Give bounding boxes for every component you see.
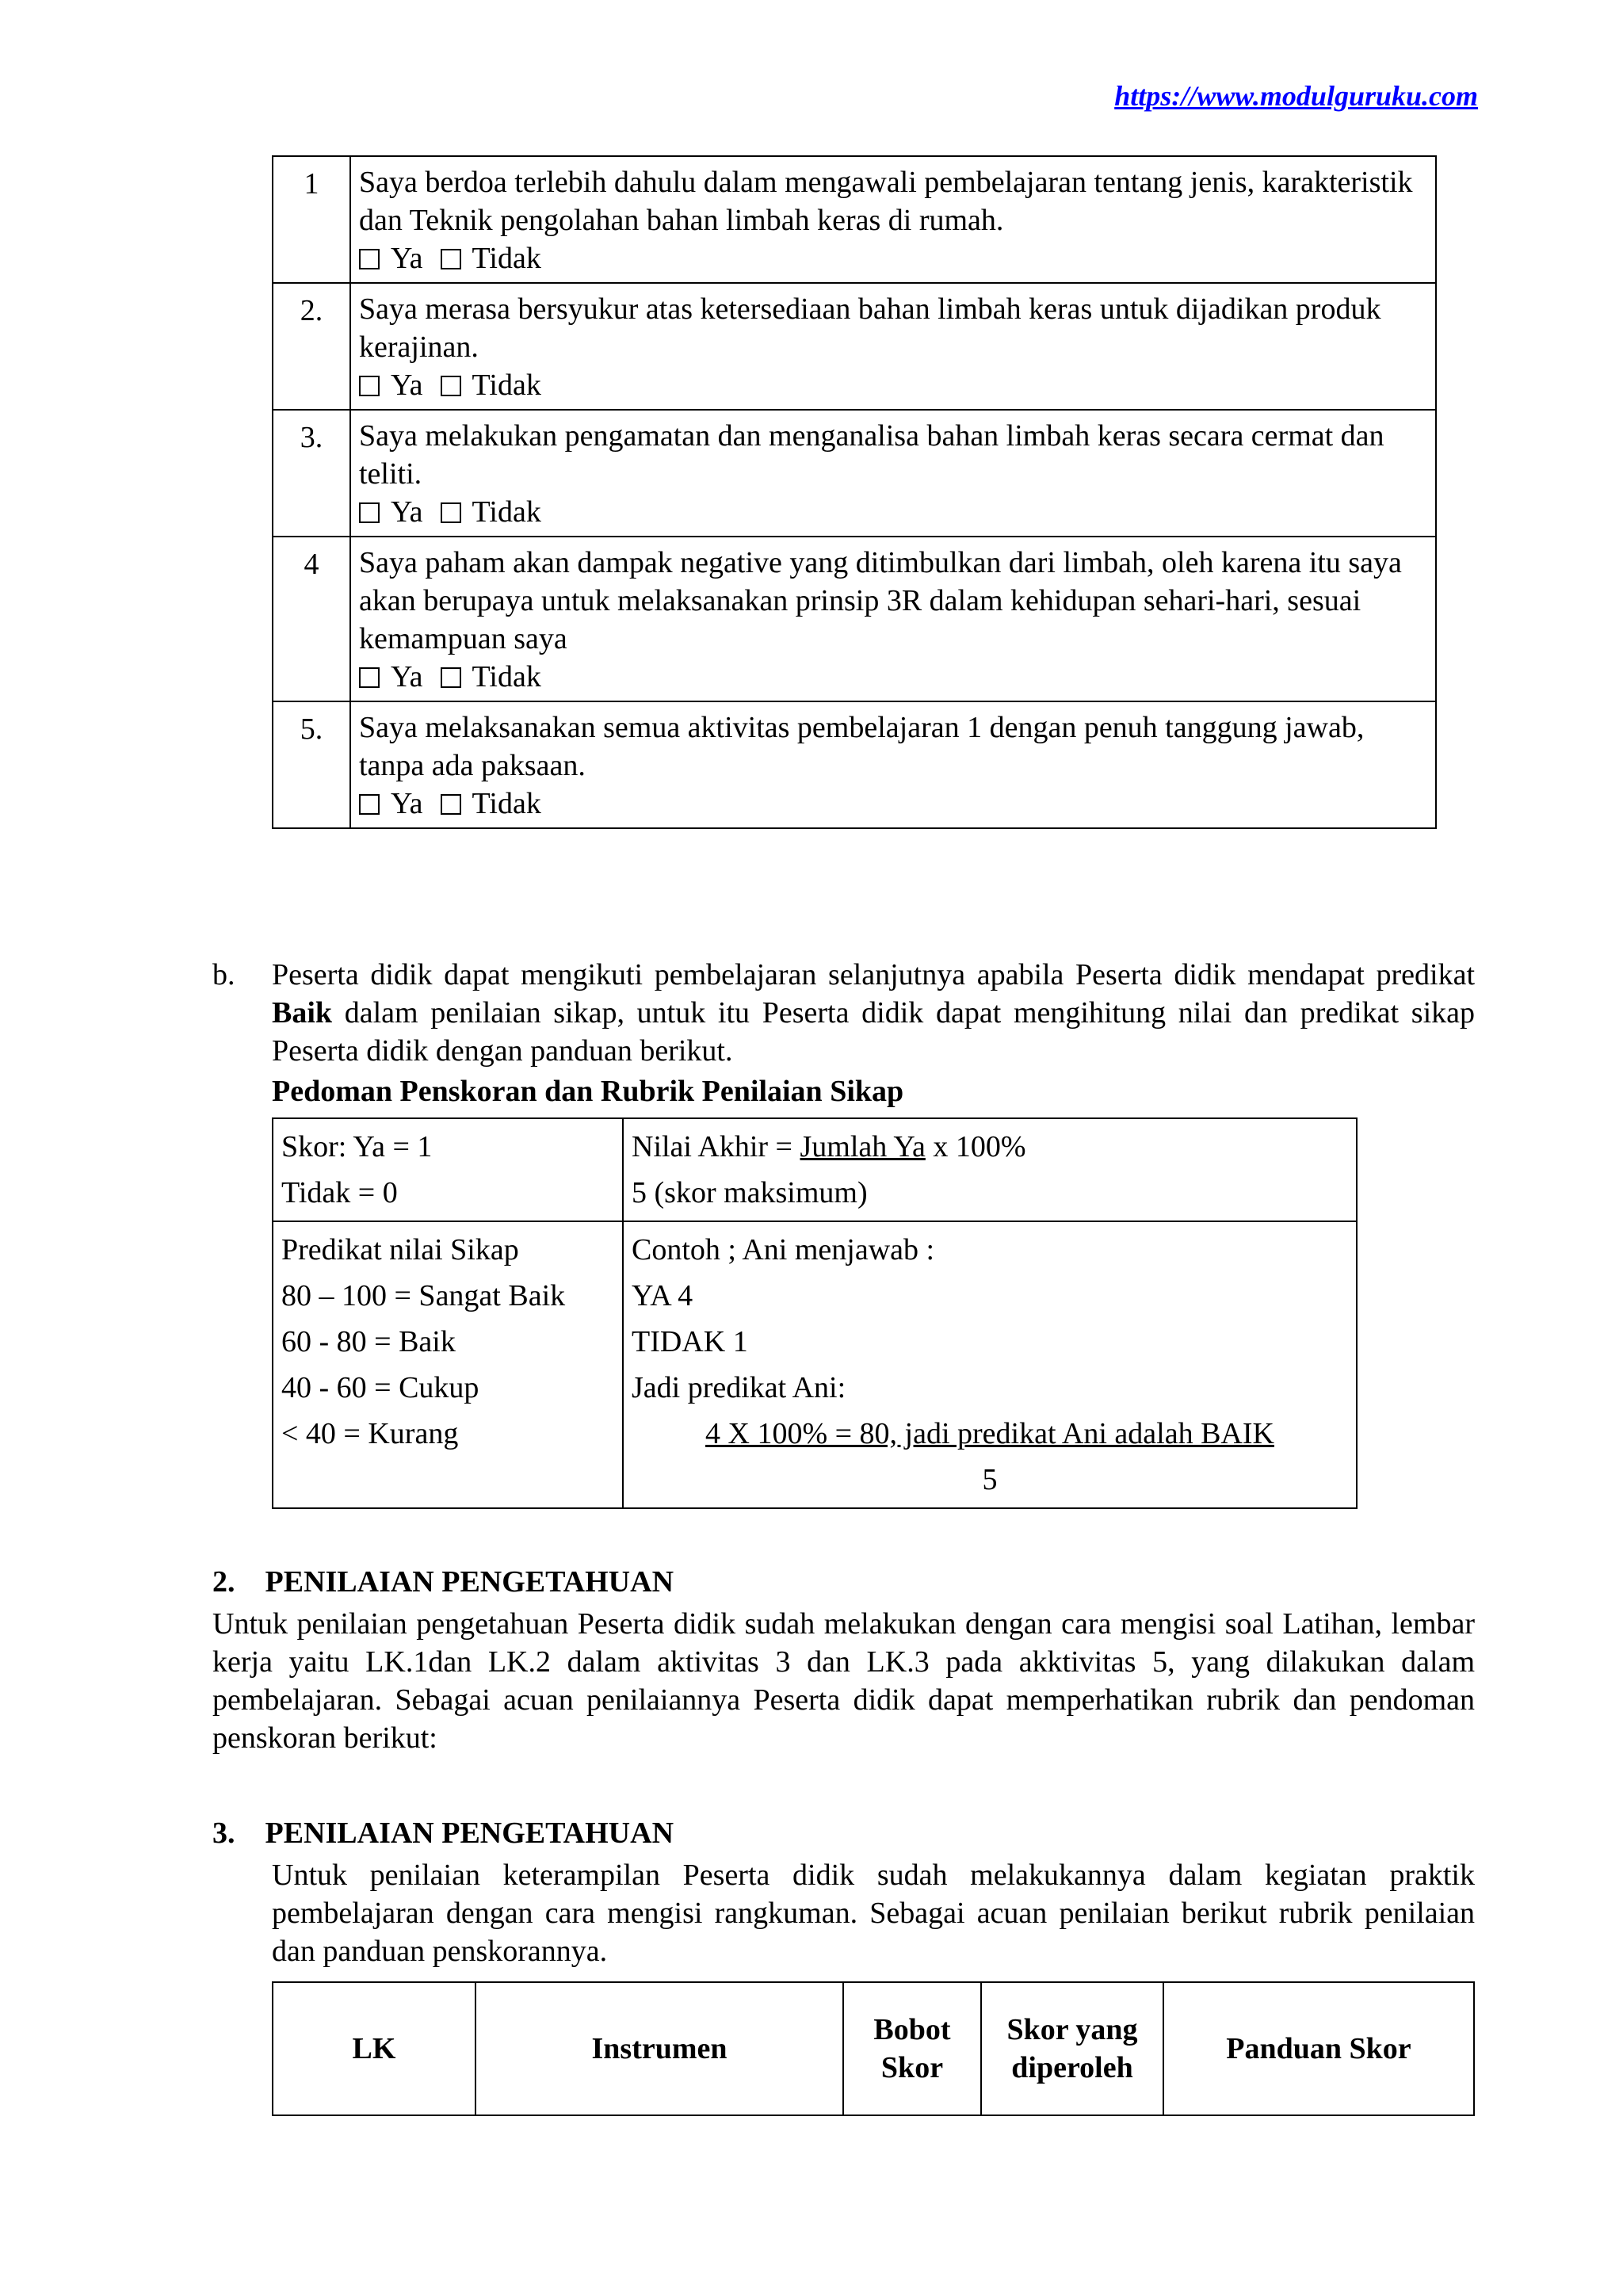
statement-cell bbox=[350, 410, 1436, 537]
statement-cell bbox=[350, 701, 1436, 828]
checkbox-tidak[interactable] bbox=[441, 794, 461, 815]
section-3-paragraph: Untuk penilaian keterampilan Peserta didik sudah melakukannya dalam kegiatan praktik pembelajaran dengan cara mengisi rangkuman. Sebagai acuan penilaian berikut rubrik penilaian dan panduan penskorannya. bbox=[272, 1859, 1475, 1968]
answer-options bbox=[359, 493, 1427, 531]
section-3-heading: 3. PENILAIAN PENGETAHUAN bbox=[212, 1817, 674, 1850]
section-2-heading: 2. PENILAIAN PENGETAHUAN bbox=[212, 1565, 674, 1599]
header-instrumen: Instrumen bbox=[475, 1982, 843, 2115]
rubric-table-title: Pedoman Penskoran dan Rubrik Penilaian Sikap bbox=[272, 1075, 904, 1108]
predicate-list bbox=[281, 1273, 614, 1457]
example-calculation: 4 X 100% = 80, jadi predikat Ani adalah BAIK bbox=[705, 1417, 1274, 1450]
checkbox-tidak[interactable] bbox=[441, 667, 461, 688]
option-label: Tidak bbox=[472, 369, 541, 402]
checkbox-ya[interactable] bbox=[359, 794, 380, 815]
statement-text: Saya melaksanakan semua aktivitas pembelajaran 1 dengan penuh tanggung jawab, tanpa ada paksaan. bbox=[359, 711, 1365, 782]
example-line: YA 4 bbox=[632, 1279, 693, 1312]
formula-cell: Nilai Akhir = Jumlah Ya x 100% 5 (skor maksimum) bbox=[623, 1118, 1357, 1221]
predicate-item: 60 - 80 = Baik bbox=[281, 1325, 456, 1358]
attitude-statements-table bbox=[272, 155, 1437, 829]
statement-number: 4 bbox=[273, 537, 350, 701]
statement-number: 3. bbox=[273, 410, 350, 537]
statement-text: Saya merasa bersyukur atas ketersediaan bahan limbah keras untuk dijadikan produk kerajinan. bbox=[359, 292, 1381, 364]
example-line: Jadi predikat Ani: bbox=[632, 1371, 846, 1404]
formula-numerator: Jumlah Ya bbox=[800, 1130, 926, 1163]
statement-cell bbox=[350, 283, 1436, 410]
answer-options bbox=[359, 785, 1427, 823]
section-2-paragraph: Untuk penilaian pengetahuan Peserta didik sudah melakukan dengan cara mengisi soal Latihan, lembar kerja yaitu LK.1dan LK.2 dalam aktivitas 3 dan LK.3 pada akktivitas 5, yang dilakukan dalam pembelajaran. Sebagai acuan penilaiannya Peserta didik dapat memperhatikan rubrik dan pendoman penskoran berikut: bbox=[212, 1607, 1475, 1755]
table-row bbox=[273, 156, 1436, 283]
option-label: Tidak bbox=[472, 787, 541, 820]
table-row bbox=[273, 537, 1436, 701]
example-denominator: 5 bbox=[982, 1463, 998, 1496]
table-row bbox=[273, 283, 1436, 410]
statement-text: Saya berdoa terlebih dahulu dalam mengawali pembelajaran tentang jenis, karakteristik dan Teknik pengolahan bahan limbah keras di rumah. bbox=[359, 166, 1413, 237]
option-label: Ya bbox=[391, 242, 423, 275]
predicate-item: < 40 = Kurang bbox=[281, 1417, 459, 1450]
header-panduan-skor: Panduan Skor bbox=[1163, 1982, 1474, 2115]
checkbox-ya[interactable] bbox=[359, 376, 380, 396]
predicate-item: 40 - 60 = Cukup bbox=[281, 1371, 479, 1404]
score-table bbox=[272, 1981, 1475, 2116]
header-bobot-skor: Bobot Skor bbox=[843, 1982, 981, 2115]
answer-options bbox=[359, 366, 1427, 404]
statement-number: 1 bbox=[273, 156, 350, 283]
bold-predicate: Baik bbox=[272, 996, 333, 1030]
table-row bbox=[273, 701, 1436, 828]
checkbox-tidak[interactable] bbox=[441, 376, 461, 396]
table-row bbox=[273, 410, 1436, 537]
example-line: Contoh ; Ani menjawab : bbox=[632, 1233, 935, 1266]
statement-cell bbox=[350, 537, 1436, 701]
score-cell: Skor: Ya = 1 Tidak = 0 bbox=[273, 1118, 623, 1221]
option-label: Ya bbox=[391, 495, 423, 529]
checkbox-ya[interactable] bbox=[359, 249, 380, 269]
predicate-item: 80 – 100 = Sangat Baik bbox=[281, 1279, 566, 1312]
statement-cell bbox=[350, 156, 1436, 283]
rubric-table bbox=[272, 1117, 1358, 1509]
predicate-cell: Predikat nilai Sikap 80 – 100 = Sangat Baik 60 - 80 = Baik 40 - 60 = Cukup < 40 = Kurang bbox=[273, 1221, 623, 1508]
option-label: Ya bbox=[391, 369, 423, 402]
statement-number: 2. bbox=[273, 283, 350, 410]
example-lines bbox=[632, 1227, 1348, 1411]
header-url[interactable]: https://www.modulguruku.com bbox=[1114, 80, 1478, 112]
answer-options bbox=[359, 239, 1427, 277]
example-cell bbox=[623, 1221, 1357, 1508]
option-label: Tidak bbox=[472, 495, 541, 529]
option-label: Tidak bbox=[472, 242, 541, 275]
statement-text: Saya melakukan pengamatan dan menganalisa bahan limbah keras secara cermat dan teliti. bbox=[359, 419, 1384, 491]
formula-denominator: 5 (skor maksimum) bbox=[632, 1176, 868, 1209]
statement-text: Saya paham akan dampak negative yang ditimbulkan dari limbah, oleh karena itu saya akan berupaya untuk melaksanakan prinsip 3R dalam kehidupan sehari-hari, sesuai kemampuan saya bbox=[359, 546, 1402, 655]
section-b-paragraph: Peserta didik dapat mengikuti pembelajaran selanjutnya apabila Peserta didik mendapat predikat Baik dalam penilaian sikap, untuk itu Peserta didik dapat mengihitung nilai dan predikat sikap Peserta didik dengan panduan berikut. bbox=[272, 958, 1475, 1068]
answer-options bbox=[359, 658, 1427, 696]
option-label: Ya bbox=[391, 660, 423, 693]
checkbox-ya[interactable] bbox=[359, 502, 380, 523]
checkbox-tidak[interactable] bbox=[441, 502, 461, 523]
option-label: Ya bbox=[391, 787, 423, 820]
option-label: Tidak bbox=[472, 660, 541, 693]
header-skor-diperoleh: Skor yang diperoleh bbox=[981, 1982, 1163, 2115]
statement-number: 5. bbox=[273, 701, 350, 828]
header-lk: LK bbox=[273, 1982, 475, 2115]
example-line: TIDAK 1 bbox=[632, 1325, 748, 1358]
checkbox-tidak[interactable] bbox=[441, 249, 461, 269]
checkbox-ya[interactable] bbox=[359, 667, 380, 688]
list-marker-b: b. bbox=[212, 958, 235, 991]
